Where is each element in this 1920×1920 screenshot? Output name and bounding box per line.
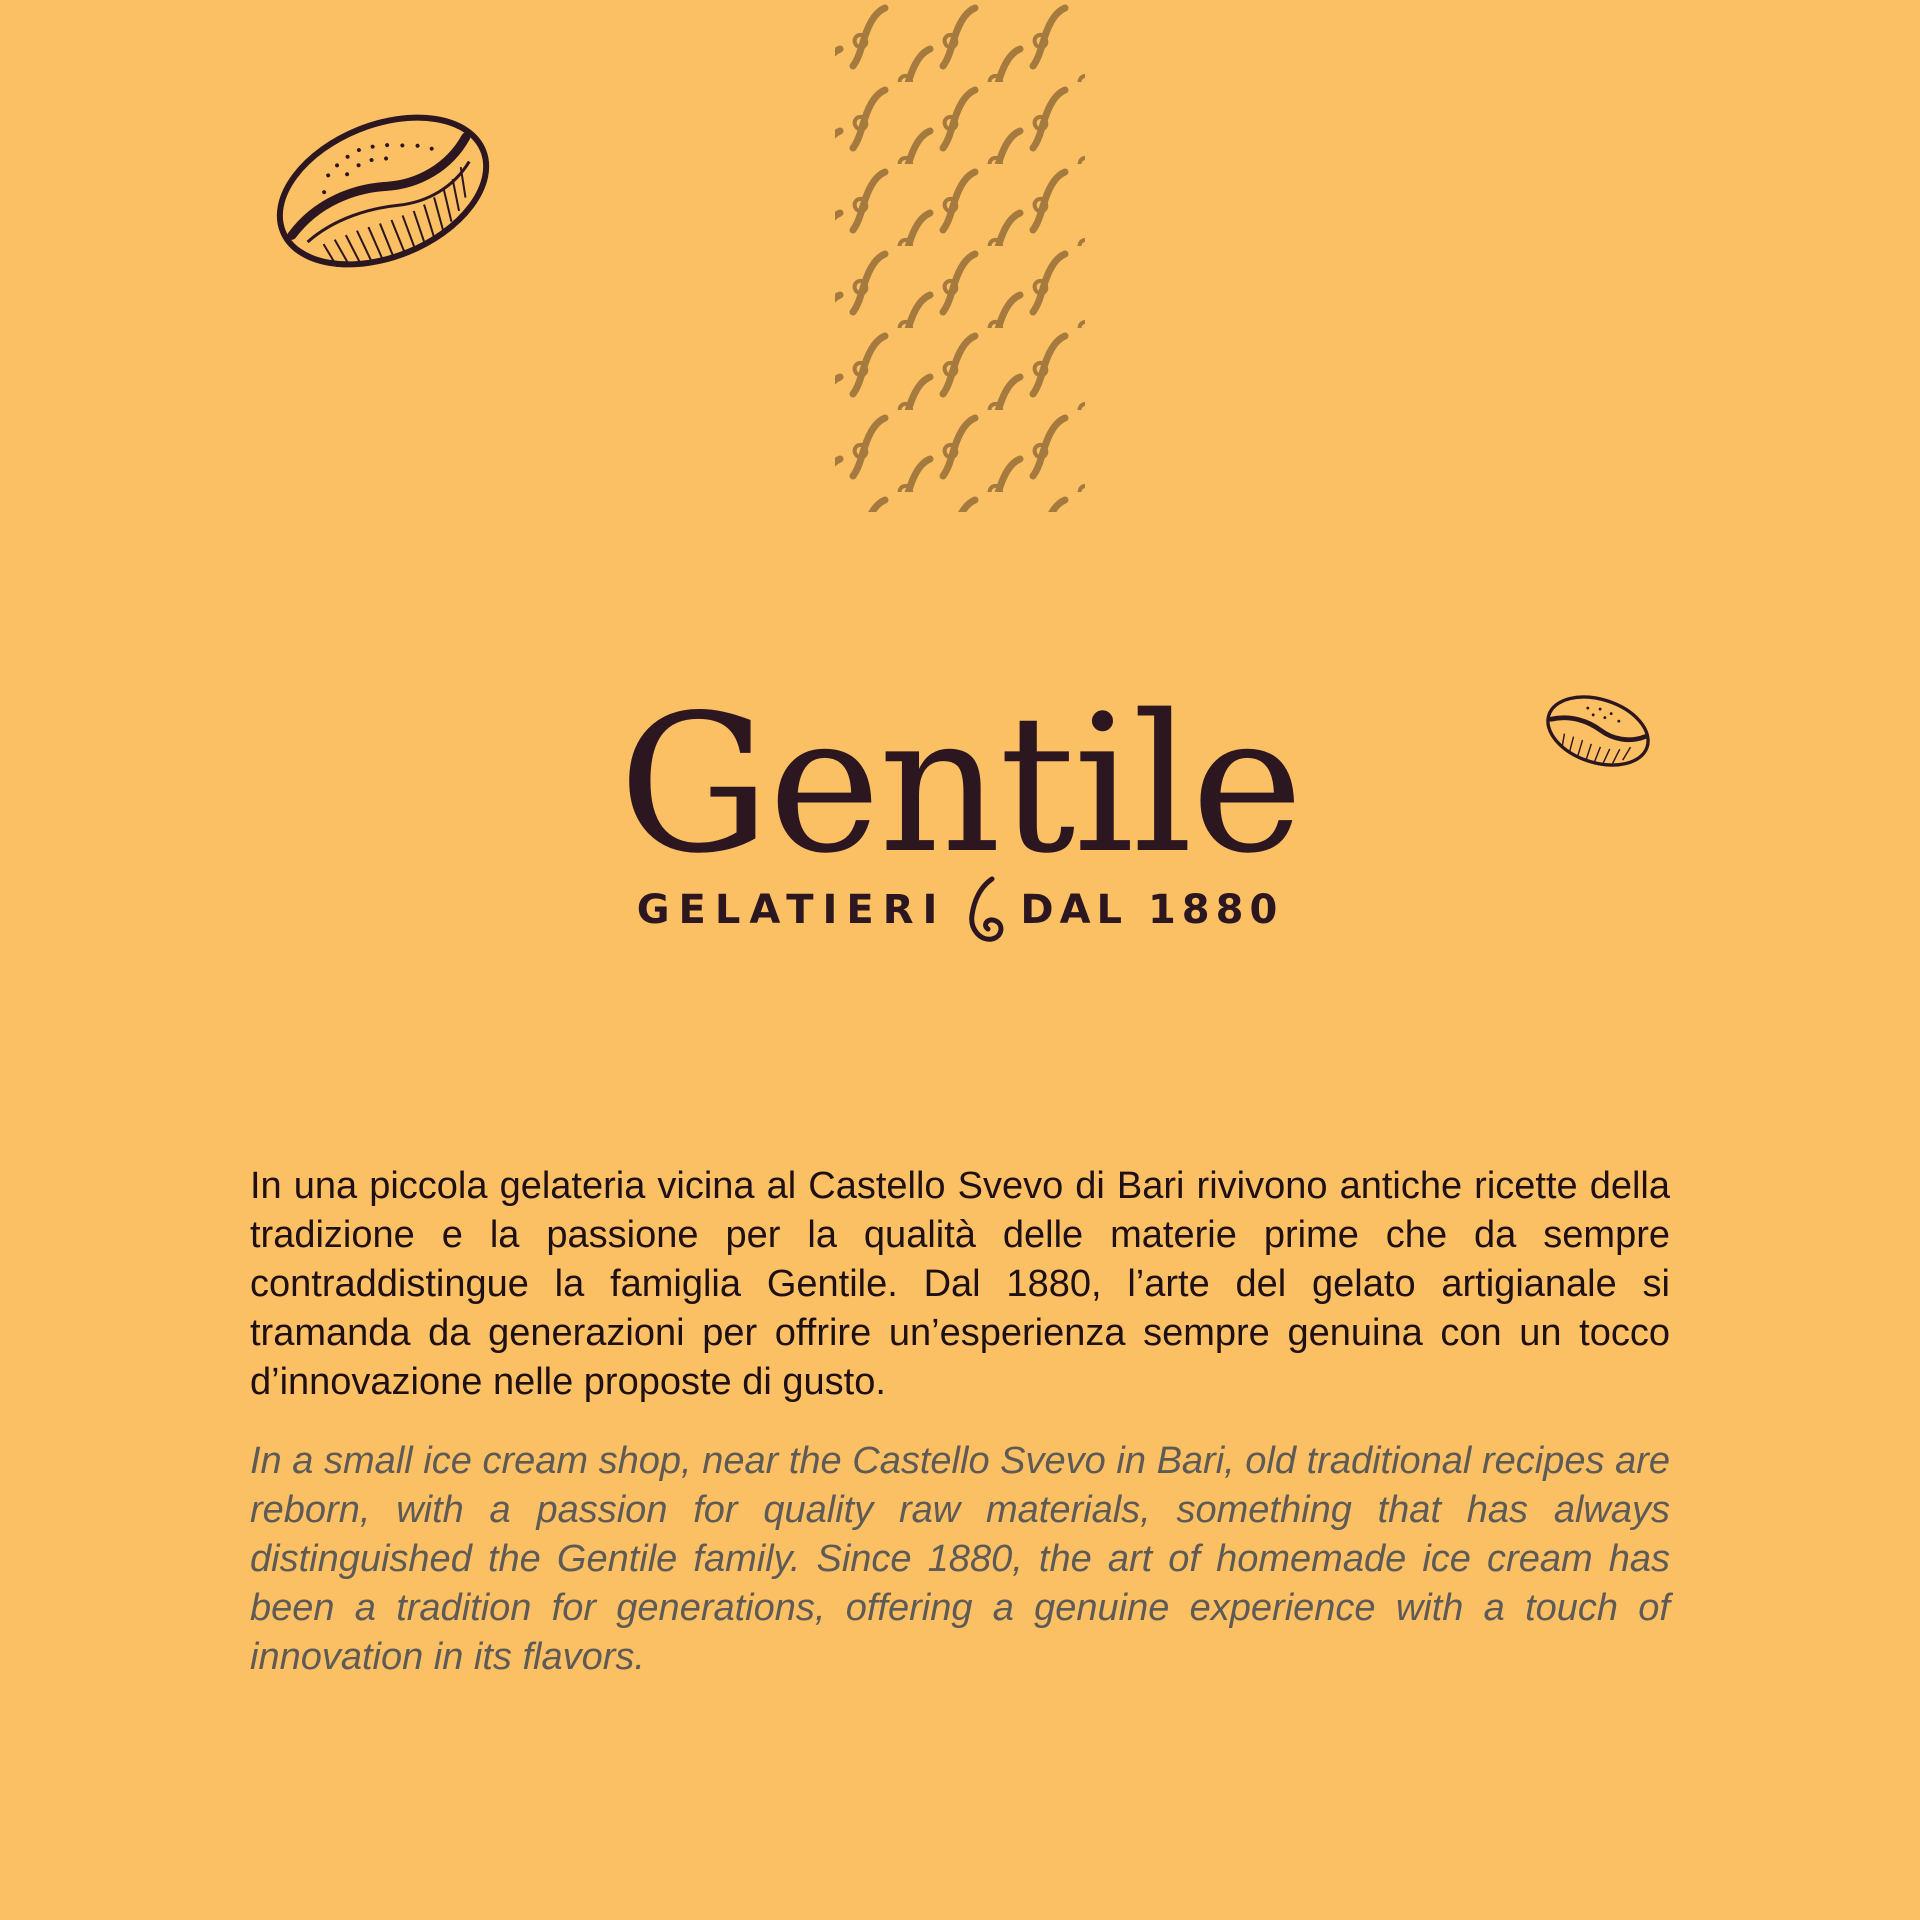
tagline-dal-1880: DAL 1880 [1020,887,1284,933]
brand-logo [600,674,1320,945]
italian-paragraph: In una piccola gelateria vicina al Castello Svevo di Bari rivivono antiche ricette della tradizione e la passione per la qualità delle materie prime che da sempre contraddistingue la famiglia Gentile. Dal 1880, l’arte del gelato artigianale si tramanda da generazioni per offrire un’esperienza sempre genuina con un tocco d’innovazione nelle proposte di gusto. [250,1165,1670,1403]
coffee-bean-icon [1543,690,1653,772]
swirl-icon [952,875,1012,945]
brand-tagline [600,880,1320,940]
swirl-pattern-icon [835,0,1085,512]
description-text [250,1162,1670,1682]
tagline-gelatieri: GELATIERI [636,887,947,933]
brand-wordmark: Gentile [618,674,1302,895]
coffee-bean-icon [268,106,498,276]
english-paragraph: In a small ice cream shop, near the Castello Svevo in Bari, old traditional recipes are reborn, with a passion for quality raw materials, something that has always distinguished the Gentile family. Since 1880, the art of homemade ice cream has been a tradition for generations, offering a genuine experience with a touch of innovation in its flavors. [250,1440,1670,1678]
swirl-pattern-strip [835,0,1085,512]
